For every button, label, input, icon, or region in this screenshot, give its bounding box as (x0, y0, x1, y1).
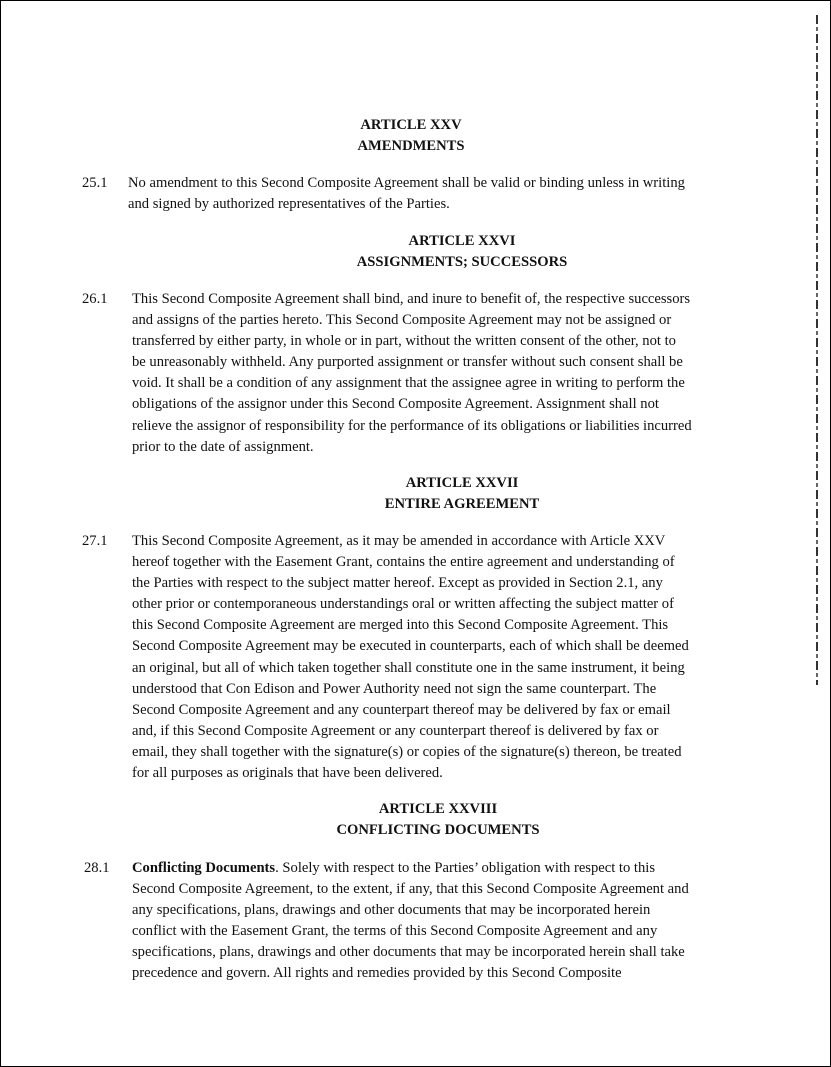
article-27-heading (52, 473, 831, 515)
section-text: This Second Composite Agreement shall bind, and inure to benefit of, the respective successors and assigns of the parties hereto. This Second Composite Agreement may not be assigned or transferred by either party, in whole or in part, without the written consent of the other, not to be unreasonably withheld. Any purported assignment or transfer without such consent shall be void. It shall be a condition of any assignment that the assignee agree in writing to perform the obligations of the assignor under this Second Composite Agreement. Assignment shall not relieve the assignor of responsibility for the performance of its obligations or liabilities incurred prior to the date of assignment. (132, 291, 692, 455)
article-28-heading (28, 799, 831, 841)
section-text: No amendment to this Second Composite Agreement shall be valid or binding unless in writing and signed by authorized representatives of the Parties. (128, 175, 685, 213)
article-26-heading (52, 231, 831, 273)
article-26-title: ARTICLE XXVI (408, 233, 516, 249)
article-28-subtitle: CONFLICTING DOCUMENTS (336, 822, 540, 838)
article-27-subtitle: ENTIRE AGREEMENT (384, 496, 540, 512)
article-25-heading (1, 115, 821, 157)
article-25-title: ARTICLE XXV (360, 117, 462, 133)
article-25-subtitle: AMENDMENTS (357, 138, 465, 154)
section-text: This Second Composite Agreement, as it may be amended in accordance with Article XXV hereof together with the Easement Grant, contains the entire agreement and understanding of the Parties with respect to the subject matter hereof. Except as provided in Section 2.1, any other prior or contemporaneous understandings oral or written affecting the subject matter of this Second Composite Agreement are merged into this Second Composite Agreement. This Second Composite Agreement may be executed in counterparts, each of which shall be deemed an original, but all of which taken together shall constitute one in the same instrument, it being understood that Con Edison and Power Authority need not sign the same counterpart. The Second Composite Agreement and any counterpart thereof may be delivered by fax or email and, if this Second Composite Agreement or any counterpart thereof is delivered by fax or email, they shall together with the signature(s) or copies of the signature(s) thereon, be treated for all purposes as originals that have been delivered. (132, 533, 689, 782)
article-27-title: ARTICLE XXVII (405, 475, 519, 491)
section-number: 26.1 (82, 291, 108, 307)
article-28-title: ARTICLE XXVIII (378, 801, 498, 817)
section-text: Conflicting Documents. Solely with respect to the Parties’ obligation with respect to this Second Composite Agreement, to the extent, if any, that this Second Composite Agreement and any specifications, plans, drawings and other documents that may be incorporated herein conflict with the Easement Grant, the terms of this Second Composite Agreement and any specifications, plans, drawings and other documents that may be incorporated herein shall take precedence and govern. All rights and remedies provided by this Second Composite (132, 860, 689, 982)
section-number: 27.1 (82, 533, 108, 549)
article-26-subtitle: ASSIGNMENTS; SUCCESSORS (356, 254, 568, 270)
section-number: 28.1 (84, 860, 110, 876)
section-lead-title: Conflicting Documents (132, 860, 276, 876)
section-number: 25.1 (82, 175, 108, 191)
